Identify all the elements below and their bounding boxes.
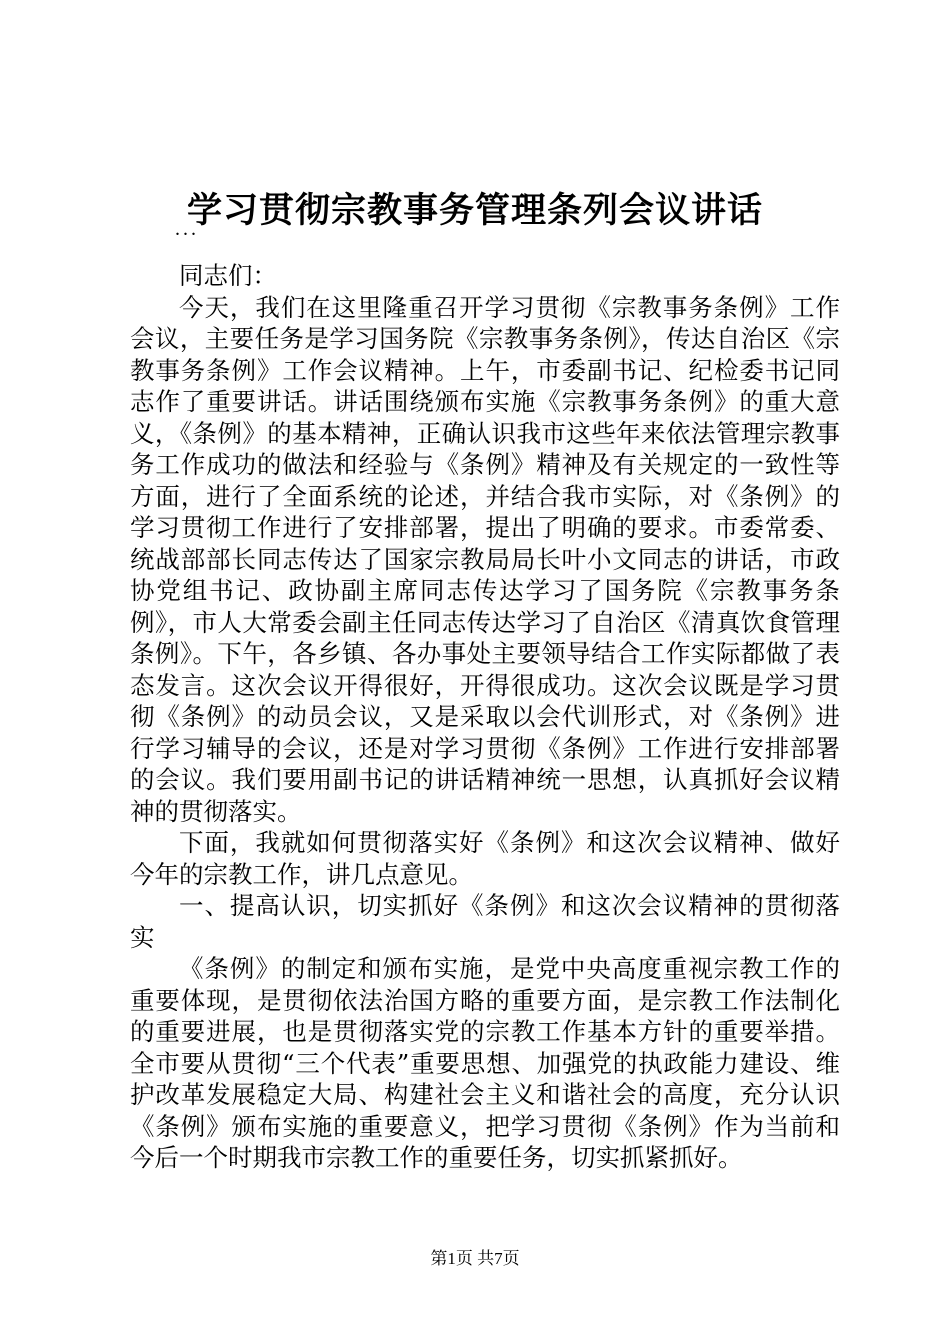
paragraph-1: 今天，我们在这里隆重召开学习贯彻《宗教事务条例》工作会议，主要任务是学习国务院《宗教事务条例》，传达自治区《宗教事务条例》工作会议精神。上午，市委副书记、纪检委书记同志作了重要讲话。讲话围绕颁布实施《宗教事务条例》的重大意义，《条例》的基本精神，正确认识我市这些年来依法管理宗教事务工作成功的做法和经验与《条例》精神及有关规定的一致性等方面，进行了全面系统的论述，并结合我市实际，对《条例》的学习贯彻工作进行了安排部署，提出了明确的要求。市委常委、统战部部长同志传达了国家宗教局局长叶小文同志的讲话，市政协党组书记、政协副主席同志传达学习了国务院《宗教事务条例》，市人大常委会副主任同志传达学习了自治区《清真饮食管理条例》。下午，各乡镇、各办事处主要领导结合工作实际都做了表态发言。这次会议开得很好，开得很成功。这次会议既是学习贯彻《条例》的动员会议，又是采取以会代训形式，对《条例》进行学习辅导的会议，还是对学习贯彻《条例》工作进行安排部署的会议。我们要用副书记的讲话精神统一思想，认真抓好会议精神的贯彻落实。 [130, 292, 840, 826]
salutation: 同志们： [179, 261, 277, 290]
document-body [130, 260, 840, 1174]
paragraph-3: 《条例》的制定和颁布实施，是党中央高度重视宗教工作的重要体现，是贯彻依法治国方略的重要方面，是宗教工作法制化的重要进展，也是贯彻落实党的宗教工作基本方针的重要举措。全市要从贯彻“三个代表”重要思想、加强党的执政能力建设、维护改革发展稳定大局、构建社会主义和谐社会的高度，充分认识《条例》颁布实施的重要意义，把学习贯彻《条例》作为当前和今后一个时期我市宗教工作的重要任务，切实抓紧抓好。 [130, 954, 840, 1172]
document-title: 学习贯彻宗教事务管理条列会议讲话 [186, 190, 763, 231]
paragraph-2: 下面，我就如何贯彻落实好《条例》和这次会议精神、做好今年的宗教工作，讲几点意见。 [130, 828, 840, 889]
page-footer: 第1页 共7页 [430, 1249, 520, 1268]
ellipsis-mark: ... [175, 218, 199, 240]
section-heading-1: 一、提高认识，切实抓好《条例》和这次会议精神的贯彻落实 [130, 891, 840, 952]
